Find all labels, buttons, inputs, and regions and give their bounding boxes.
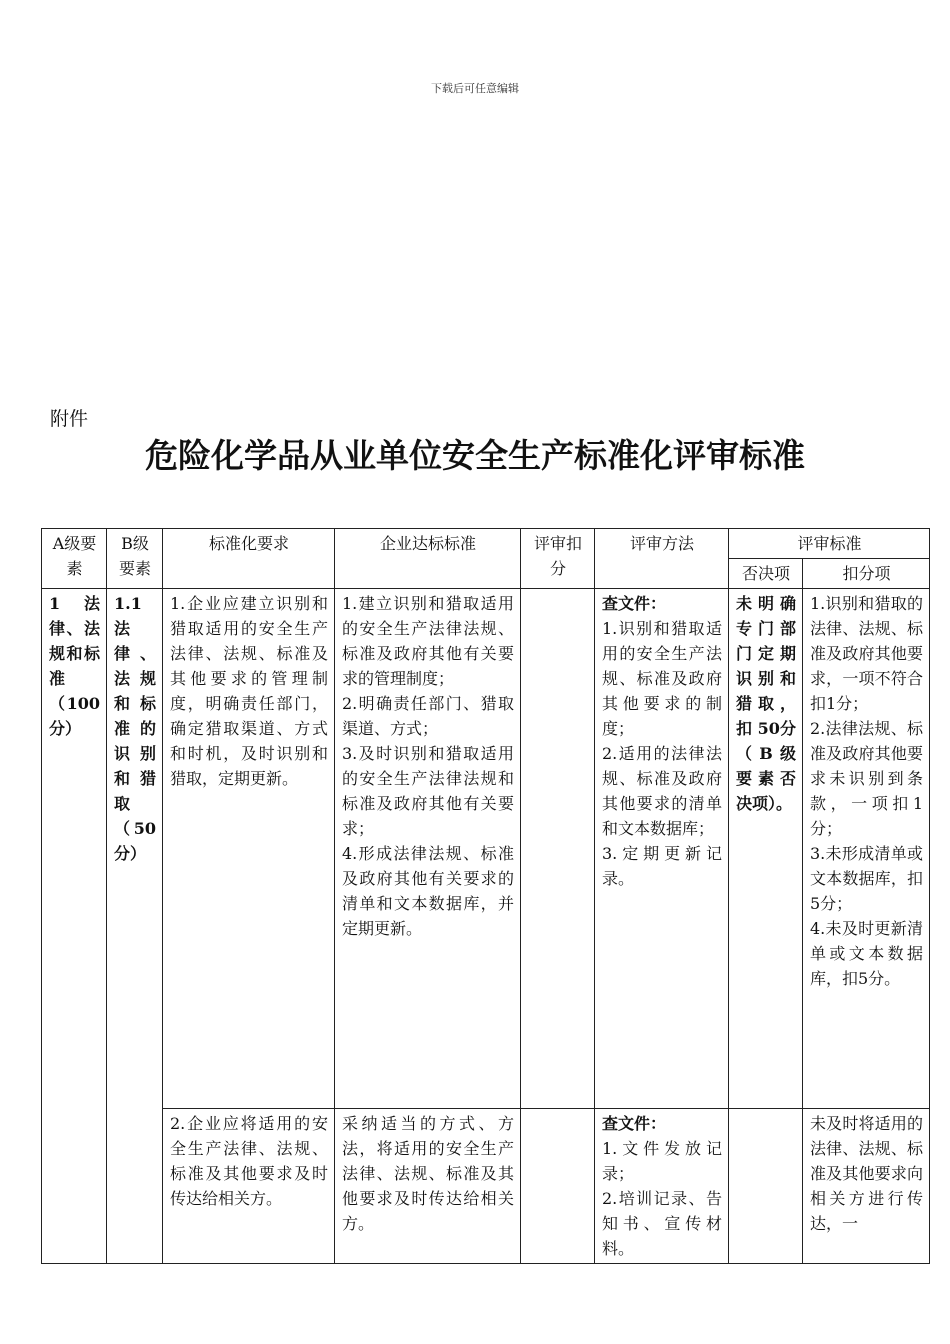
veto-cell: 未明确专门部门定期识别和猎取，扣 50分（B级要素否决项）。 [729,589,803,1109]
header-b-element: B级要素 [107,529,163,589]
page-title: 危险化学品从业单位安全生产标准化评审标准 [145,436,805,475]
requirement-cell: 1.企业应建立识别和猎取适用的安全生产法律、法规、标准及其他要求的管理制度，明确责任部门，确定猎取渠道、方式和时机，及时识别和猎取，定期更新。 [163,589,335,1109]
header-enterprise-standard: 企业达标标准 [335,529,521,589]
header-requirement: 标准化要求 [163,529,335,589]
table-row [42,589,930,1109]
a-element-cell: 1 法律、法规和标准（100分） [42,589,107,1264]
method-cell [595,589,729,1109]
header-a-element: A级要素 [42,529,107,589]
method-text: 1.文件发放记录； 2.培训记录、告知书、宣传材料。 [602,1139,722,1258]
header-veto: 否决项 [729,559,803,589]
method-title: 查文件： [602,1114,667,1133]
header-deduct-items: 扣分项 [803,559,930,589]
table-row [42,1109,930,1264]
header-note: 下载后可任意编辑 [431,82,519,95]
standards-table [41,528,930,1264]
requirement-cell: 2.企业应将适用的安全生产法律、法规、标准及其他要求及时传达给相关方。 [163,1109,335,1264]
veto-cell [729,1109,803,1264]
deduct-cell: 未及时将适用的法律、法规、标准及其他要求向相关方进行传达，一 [803,1109,930,1264]
enterprise-standard-cell: 采纳适当的方式、方法，将适用的安全生产法律、法规、标准及其他要求及时传达给相关方。 [335,1109,521,1264]
enterprise-standard-cell: 1.建立识别和猎取适用的安全生产法律法规、标准及政府其他有关要求的管理制度； 2.明确责任部门、猎取渠道、方式； 3.及时识别和猎取适用的安全生产法律法规和标准及政府其他有关要求； 4.形成法律法规、标准及政府其他有关要求的清单和文本数据库，并定期更新。 [335,589,521,1109]
attachment-label: 附件 [50,408,89,430]
method-text: 1.识别和猎取适用的安全生产法规、标准及政府其他要求的制度； 2.适用的法律法规、标准及政府其他要求的清单和文本数据库； 3.定期更新记录。 [602,619,722,888]
b-element-points: （50分） [114,819,156,863]
header-method: 评审方法 [595,529,729,589]
b-element-cell [107,589,163,1264]
deduction-cell [521,589,595,1109]
header-criteria: 评审标准 [729,529,930,559]
method-title: 查文件： [602,594,667,613]
method-cell [595,1109,729,1264]
b-element-label: 1.1 法律、法规和标准的识别和猎取 [114,594,156,813]
header-deduction: 评审扣分 [521,529,595,589]
deduction-cell [521,1109,595,1264]
deduct-cell: 1.识别和猎取的法律、法规、标准及政府其他要求，一项不符合扣1分； 2.法律法规、标准及政府其他要求未识别到条款，一项扣1分； 3.未形成清单或文本数据库，扣5分； 4.未及时更新清单或文本数据库，扣5分。 [803,589,930,1109]
